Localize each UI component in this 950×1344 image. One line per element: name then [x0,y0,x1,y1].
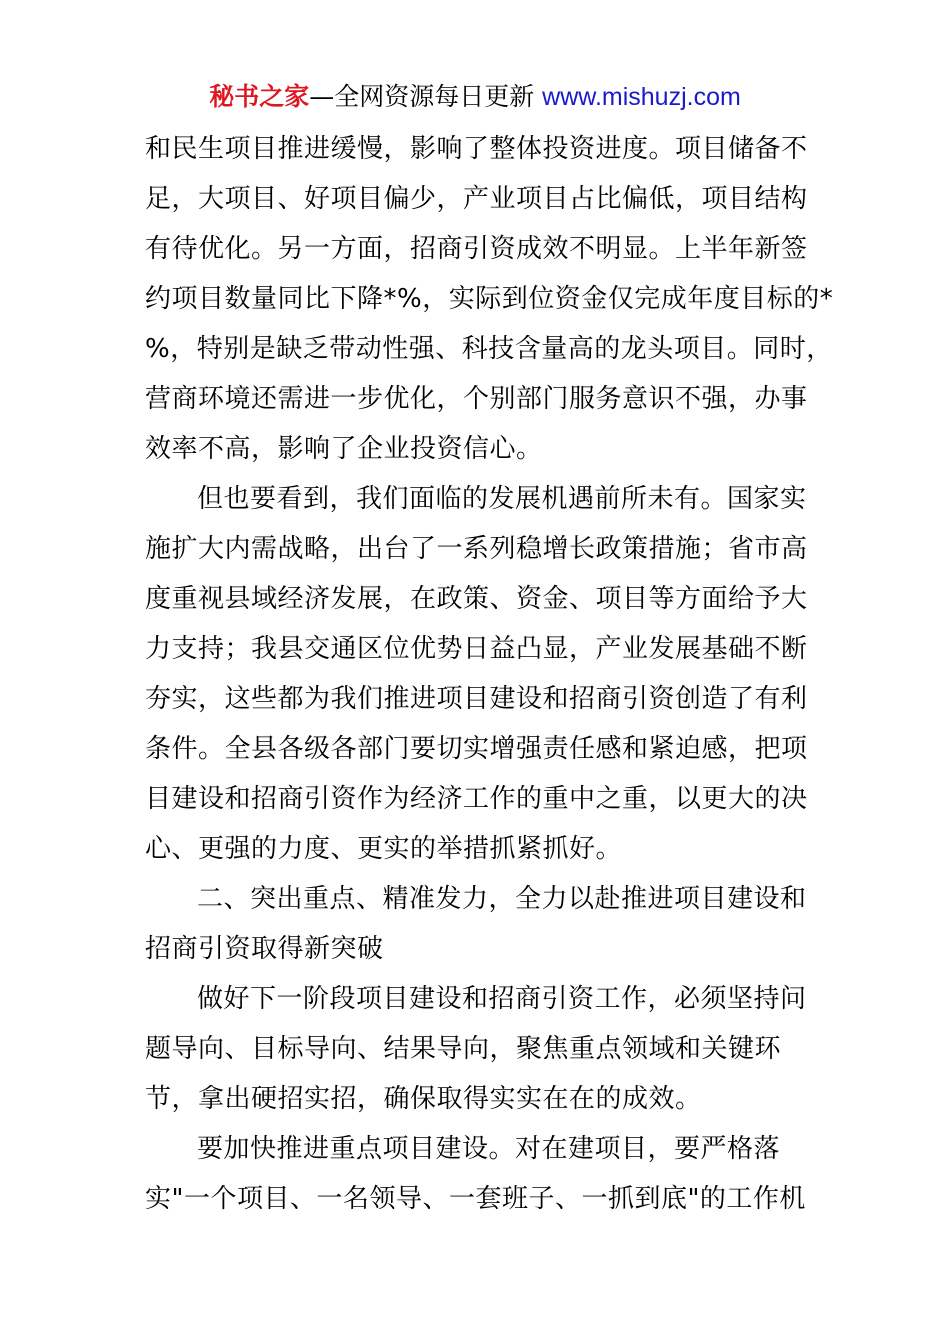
text-line: 条件。全县各级各部门要切实增强责任感和紧迫感，把项 [145,734,808,764]
page-header [0,80,950,114]
paragraph-start-line: 要加快推进重点项目建设。对在建项目，要严格落 [197,1134,781,1164]
header-tagline: —全网资源每日更新 [309,82,543,111]
text-line: 夯实，这些都为我们推进项目建设和招商引资创造了有利 [145,684,808,714]
text-line: 施扩大内需战略，出台了一系列稳增长政策措施；省市高 [145,534,808,564]
text-line: 题导向、目标导向、结果导向，聚焦重点领域和关键环 [145,1034,782,1064]
text-line: 度重视县域经济发展，在政策、资金、项目等方面给予大 [145,584,808,614]
text-line: 约项目数量同比下降*%，实际到位资金仅完成年度目标的* [145,284,834,314]
text-line: 目建设和招商引资作为经济工作的重中之重，以更大的决 [145,784,808,814]
paragraph-start-line: 但也要看到，我们面临的发展机遇前所未有。国家实 [197,484,807,514]
brand-name: 秘书之家 [209,82,310,111]
text-line: 效率不高，影响了企业投资信心。 [145,434,543,464]
text-line: 和民生项目推进缓慢，影响了整体投资进度。项目储备不 [145,134,808,164]
document-body [145,124,834,1224]
text-line: 实"一个项目、一名领导、一套班子、一抓到底"的工作机 [145,1184,806,1214]
text-line: 有待优化。另一方面，招商引资成效不明显。上半年新签 [145,234,808,264]
section-heading-line: 二、突出重点、精准发力，全力以赴推进项目建设和 [197,884,807,914]
text-line: 营商环境还需进一步优化，个别部门服务意识不强，办事 [145,384,808,414]
text-line: 足，大项目、好项目偏少，产业项目占比偏低，项目结构 [145,184,808,214]
text-line: %，特别是缺乏带动性强、科技含量高的龙头项目。同时， [145,334,833,364]
paragraph-start-line: 做好下一阶段项目建设和招商引资工作，必须坚持问 [197,984,807,1014]
text-line: 节，拿出硬招实招，确保取得实实在在的成效。 [145,1084,702,1114]
text-line: 心、更强的力度、更实的举措抓紧抓好。 [145,834,623,864]
section-heading-line: 招商引资取得新突破 [145,934,384,964]
site-url-link[interactable]: www.mishuzj.com [542,83,741,111]
text-line: 力支持；我县交通区位优势日益凸显，产业发展基础不断 [145,634,808,664]
